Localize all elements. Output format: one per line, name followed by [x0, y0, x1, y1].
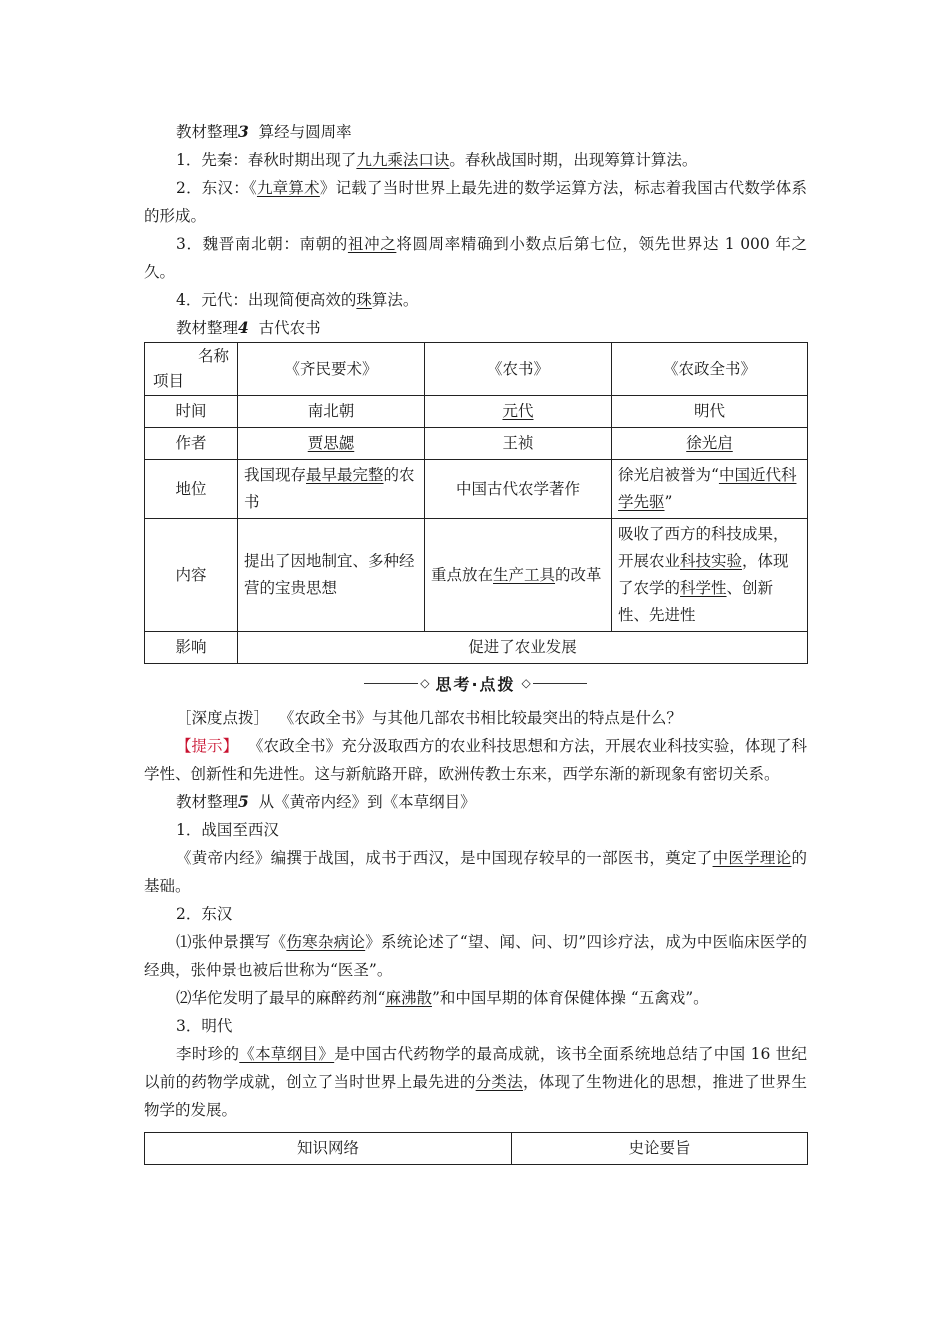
table-cell: 中国古代农学著作 [425, 460, 612, 519]
table-cell: 促进了农业发展 [238, 632, 808, 664]
table-cell: 史论要旨 [512, 1133, 808, 1165]
table-cell: 我国现存最早最完整的农书 [238, 460, 425, 519]
table-row [145, 428, 808, 460]
row-label: 地位 [145, 460, 238, 519]
section-4-heading: 教材整理4 古代农书 [176, 318, 321, 337]
table-cell: 重点放在生产工具的改革 [425, 519, 612, 632]
sec3-item-4: 4．元代：出现简便高效的珠算法。 [176, 291, 419, 309]
paragraph: ⑴张仲景撰写《伤寒杂病论》系统论述了“望、闻、问、切”四诊疗法，成为中医临床医学的经典，张仲景也被后世称为“医圣”。 [144, 933, 807, 979]
row-label: 作者 [145, 428, 238, 460]
section-5-heading: 教材整理5 从《黄帝内经》到《本草纲目》 [176, 792, 476, 811]
col-header: 《农政全书》 [612, 343, 808, 396]
paragraph: ⑵华佗发明了最早的麻醉药剂“麻沸散”和中国早期的体育保健体操 “五禽戏”。 [176, 989, 709, 1007]
table-row [145, 519, 808, 632]
hint-paragraph: 【提示】 《农政全书》充分汲取西方的农业科技思想和方法，开展农业科技实验，体现了科学性、创新性和先进性。这与新航路开辟，欧洲传教士东来，西学东渐的新现象有密切关系。 [144, 737, 807, 783]
table-cell: 王祯 [425, 428, 612, 460]
row-label: 影响 [145, 632, 238, 664]
col-header: 《齐民要术》 [238, 343, 425, 396]
table-cell: 明代 [612, 396, 808, 428]
corner-cell: 名称 项目 [145, 343, 238, 396]
banner-title: 思考·点拨 [435, 674, 516, 694]
table-cell: 南北朝 [238, 396, 425, 428]
table-cell: 徐光启被誉为“中国近代科学先驱” [612, 460, 808, 519]
table-cell: 徐光启 [612, 428, 808, 460]
paragraph: 李时珍的《本草纲目》是中国古代药物学的最高成就，该书全面系统地总结了中国 16 世纪以前的药物学成就，创立了当时世界上最先进的分类法，体现了生物进化的思想，推进了世界生物学的发展。 [144, 1045, 807, 1119]
table-row [145, 1133, 808, 1165]
col-header: 《农书》 [425, 343, 612, 396]
summary-table [144, 1132, 808, 1165]
agriculture-books-table [144, 342, 808, 664]
sub-heading: 2．东汉 [176, 905, 233, 923]
sub-heading: 1．战国至西汉 [176, 821, 279, 839]
table-cell: 吸收了西方的科技成果，开展农业科技实验，体现了农学的科学性、创新性、先进性 [612, 519, 808, 632]
table-cell: 提出了因地制宜、多种经营的宝贵思想 [238, 519, 425, 632]
deep-question: ［深度点拨］ 《农政全书》与其他几部农书相比较最突出的特点是什么？ [176, 709, 682, 727]
table-cell: 知识网络 [145, 1133, 512, 1165]
section-3-heading: 教材整理3 算经与圆周率 [176, 122, 352, 141]
sec3-item-3: 3．魏晋南北朝：南朝的祖冲之将圆周率精确到小数点后第七位，领先世界达 1 000 年之久。 [144, 235, 807, 281]
paragraph: 《黄帝内经》编撰于战国，成书于西汉，是中国现存较早的一部医书，奠定了中医学理论的基础。 [144, 849, 807, 895]
table-row [145, 632, 808, 664]
banner-line [364, 683, 418, 684]
table-row [145, 460, 808, 519]
diamond-icon: ◇ [521, 676, 531, 690]
banner-line [533, 683, 587, 684]
sec3-item-1: 1．先秦：春秋时期出现了九九乘法口诀。春秋战国时期，出现筹算计算法。 [176, 151, 698, 169]
diamond-icon: ◇ [420, 676, 430, 690]
table-row [145, 396, 808, 428]
row-label: 内容 [145, 519, 238, 632]
sec3-item-2: 2．东汉：《九章算术》记载了当时世界上最先进的数学运算方法，标志着我国古代数学体系的形成。 [144, 179, 807, 225]
think-banner [144, 666, 807, 700]
table-cell: 贾思勰 [238, 428, 425, 460]
table-header-row [145, 343, 808, 396]
table-cell: 元代 [425, 396, 612, 428]
row-label: 时间 [145, 396, 238, 428]
page-content [144, 118, 807, 1165]
sub-heading: 3．明代 [176, 1017, 233, 1035]
